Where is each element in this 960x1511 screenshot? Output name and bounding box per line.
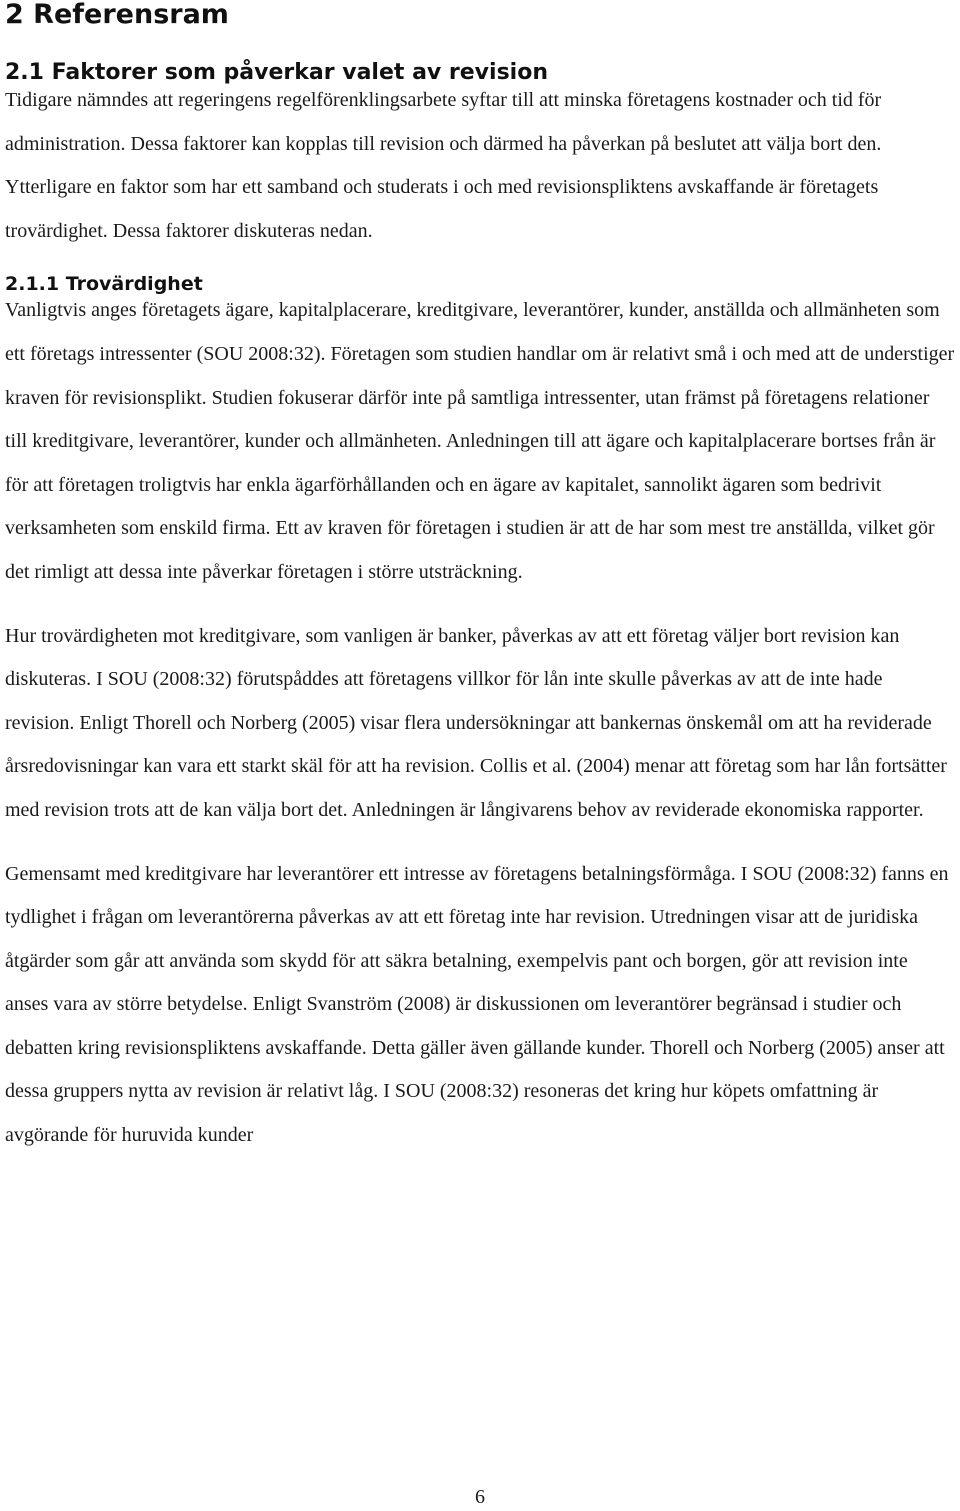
paragraph-creditors: Hur trovärdigheten mot kreditgivare, som vanligen är banker, påverkas av att ett företag väljer bort revision kan diskuteras. I SOU (2008:32) förutspåddes att företagens villkor för lån inte skulle påverkas av att de inte hade revision. Enligt Thorell och Norberg (2005) visar flera undersökningar att bankernas önskemål om att ha reviderade årsredovisningar kan vara ett starkt skäl för att ha revision. Collis et al. (2004) menar att företag som har lån fortsätter med revision trots att de kan välja bort det. Anledningen är långivarens behov av reviderade ekonomiska rapporter.	[5, 624, 947, 821]
paragraph-suppliers: Gemensamt med kreditgivare har leverantörer ett intresse av företagens betalningsförmåga. I SOU (2008:32) fanns en tydlighet i frågan om leverantörerna påverkas av att ett företag inte har revision. Utredningen visar att de juridiska åtgärder som går att använda som skydd för att säkra betalning, exempelvis pant och borgen, gör att revision inte anses vara av större betydelse. Enligt Svanström (2008) är diskussionen om leverantörer begränsad i studier och debatten kring revisionspliktens avskaffande. Detta gäller även gällande kunder. Thorell och Norberg (2005) anser att dessa gruppers nytta av revision är relativt låg. I SOU (2008:32) resoneras det kring hur köpets omfattning är avgörande för huruvida kunder	[5, 862, 949, 1147]
subsection-heading: 2.1 Faktorer som påverkar valet av revision	[5, 60, 548, 85]
page-number: 6	[475, 1486, 485, 1508]
document-page	[5, 0, 955, 1158]
subsubsection-heading: 2.1.1 Trovärdighet	[5, 273, 203, 296]
paragraph-intro: Tidigare nämndes att regeringens regelförenklingsarbete syftar till att minska företagens kostnader och tid för administration. Dessa faktorer kan kopplas till revision och därmed ha påverkan på beslutet att välja bort den. Ytterligare en faktor som har ett samband och studerats i och med revisionspliktens avskaffande är företagets trovärdighet. Dessa faktorer diskuteras nedan.	[5, 89, 882, 242]
paragraph-stakeholders: Vanligtvis anges företagets ägare, kapitalplacerare, kreditgivare, leverantörer, kunder, anställda och allmänheten som ett företags intressenter (SOU 2008:32). Företagen som studien handlar om är relativt små i och med att de understiger kraven för revisionsplikt. Studien fokuserar därför inte på samtliga intressenter, utan främst på företagens relationer till kreditgivare, leverantörer, kunder och allmänheten. Anledningen till att ägare och kapitalplacerare bortses från är för att företagen troligtvis har enkla ägarförhållanden och en ägare av kapitalet, sannolikt ägaren som bedrivit verksamheten som enskild firma. Ett av kraven för företagen i studien är att de har som mest tre anställda, vilket gör det rimligt att dessa inte påverkar företagen i större utsträckning.	[5, 299, 955, 583]
section-heading: 2 Referensram	[5, 0, 229, 30]
